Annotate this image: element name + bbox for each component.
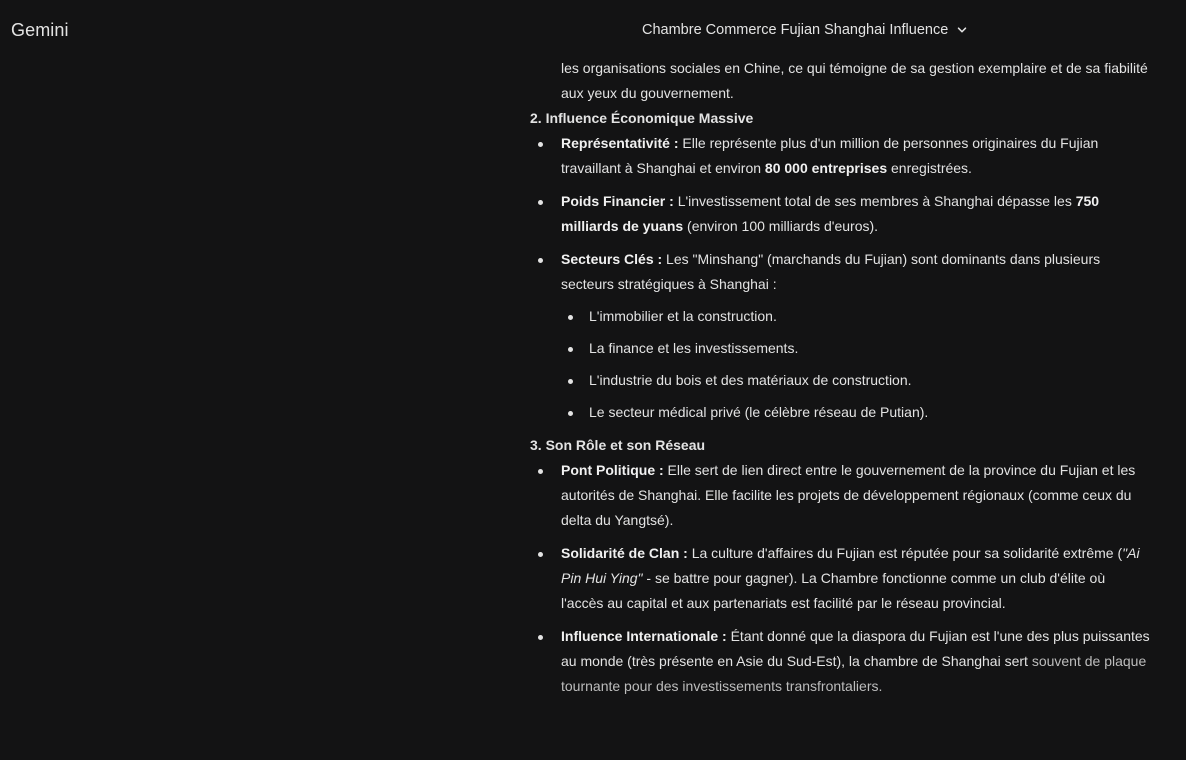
item-text: La culture d'affaires du Fujian est réputée pour sa solidarité extrême ( [687,545,1123,561]
list-item-influence-internationale [530,624,1150,699]
item-label: Influence Internationale : [561,628,727,644]
item-text: enregistrées. [887,160,972,176]
list-item-solidarite-clan [530,541,1150,616]
item-label: Représentativité : [561,135,679,151]
role-network-list [530,458,1150,699]
economic-influence-list [530,131,1150,425]
list-item-pont-politique [530,458,1150,533]
item-text: Elle sert de lien direct entre le gouvernement de la province du Fujian et les autorités de Shanghai. Elle facilite les projets de développement régionaux (comme ceux du delta du Yangtsé). [561,462,1136,528]
item-label: Pont Politique : [561,462,664,478]
item-text: (environ 100 milliards d'euros). [683,218,879,234]
gemini-brand-logo[interactable]: Gemini [11,20,69,40]
chevron-down-icon [956,24,968,36]
section-heading-role-network: 3. Son Rôle et son Réseau [530,437,706,453]
chat-title-menu[interactable] [642,22,968,38]
sublist-item: Le secteur médical privé (le célèbre réseau de Putian). [561,400,1150,425]
item-text: Elle représente plus d'un million de personnes originaires du Fujian travaillant à Shanghai et environ [561,135,1099,176]
item-label: Solidarité de Clan : [561,545,688,561]
sublist-item: L'immobilier et la construction. [561,304,1150,329]
item-label: Secteurs Clés : [561,251,663,267]
sectors-sublist [561,304,1150,425]
list-item-representativite [530,131,1150,181]
sublist-item: La finance et les investissements. [561,336,1150,361]
item-text: L'investissement total de ses membres à Shanghai dépasse les [673,193,1076,209]
list-item-secteurs-cles [530,247,1150,425]
item-text: Les "Minshang" (marchands du Fujian) sont dominants dans plusieurs secteurs stratégiques à Shanghai : [561,251,1101,292]
model-response [530,56,1150,707]
section-heading-economic-influence: 2. Influence Économique Massive [530,110,754,126]
intro-paragraph: les organisations sociales en Chine, ce qui témoigne de sa gestion exemplaire et de sa fiabilité aux yeux du gouvernement. [561,60,1148,101]
item-highlight: 80 000 entreprises [764,160,888,176]
item-text-streaming: souvent de plaque tournante pour des investissements transfrontaliers. [561,653,1147,694]
item-highlight: 750 milliards de yuans [561,193,1100,234]
item-italic-phrase: "Ai Pin Hui Ying" [561,545,1140,586]
item-label: Poids Financier : [561,193,674,209]
list-item-poids-financier [530,189,1150,239]
item-text: - se battre pour gagner). La Chambre fonctionne comme un club d'élite où l'accès au capital et aux partenariats est facilité par le réseau provincial. [561,570,1106,611]
sublist-item: L'industrie du bois et des matériaux de construction. [561,368,1150,393]
chat-title-label: Chambre Commerce Fujian Shanghai Influence [642,22,949,38]
item-text: Étant donné que la diaspora du Fujian est l'une des plus puissantes au monde (très présente en Asie du Sud-Est), la chambre de Shanghai sert [561,628,1150,669]
